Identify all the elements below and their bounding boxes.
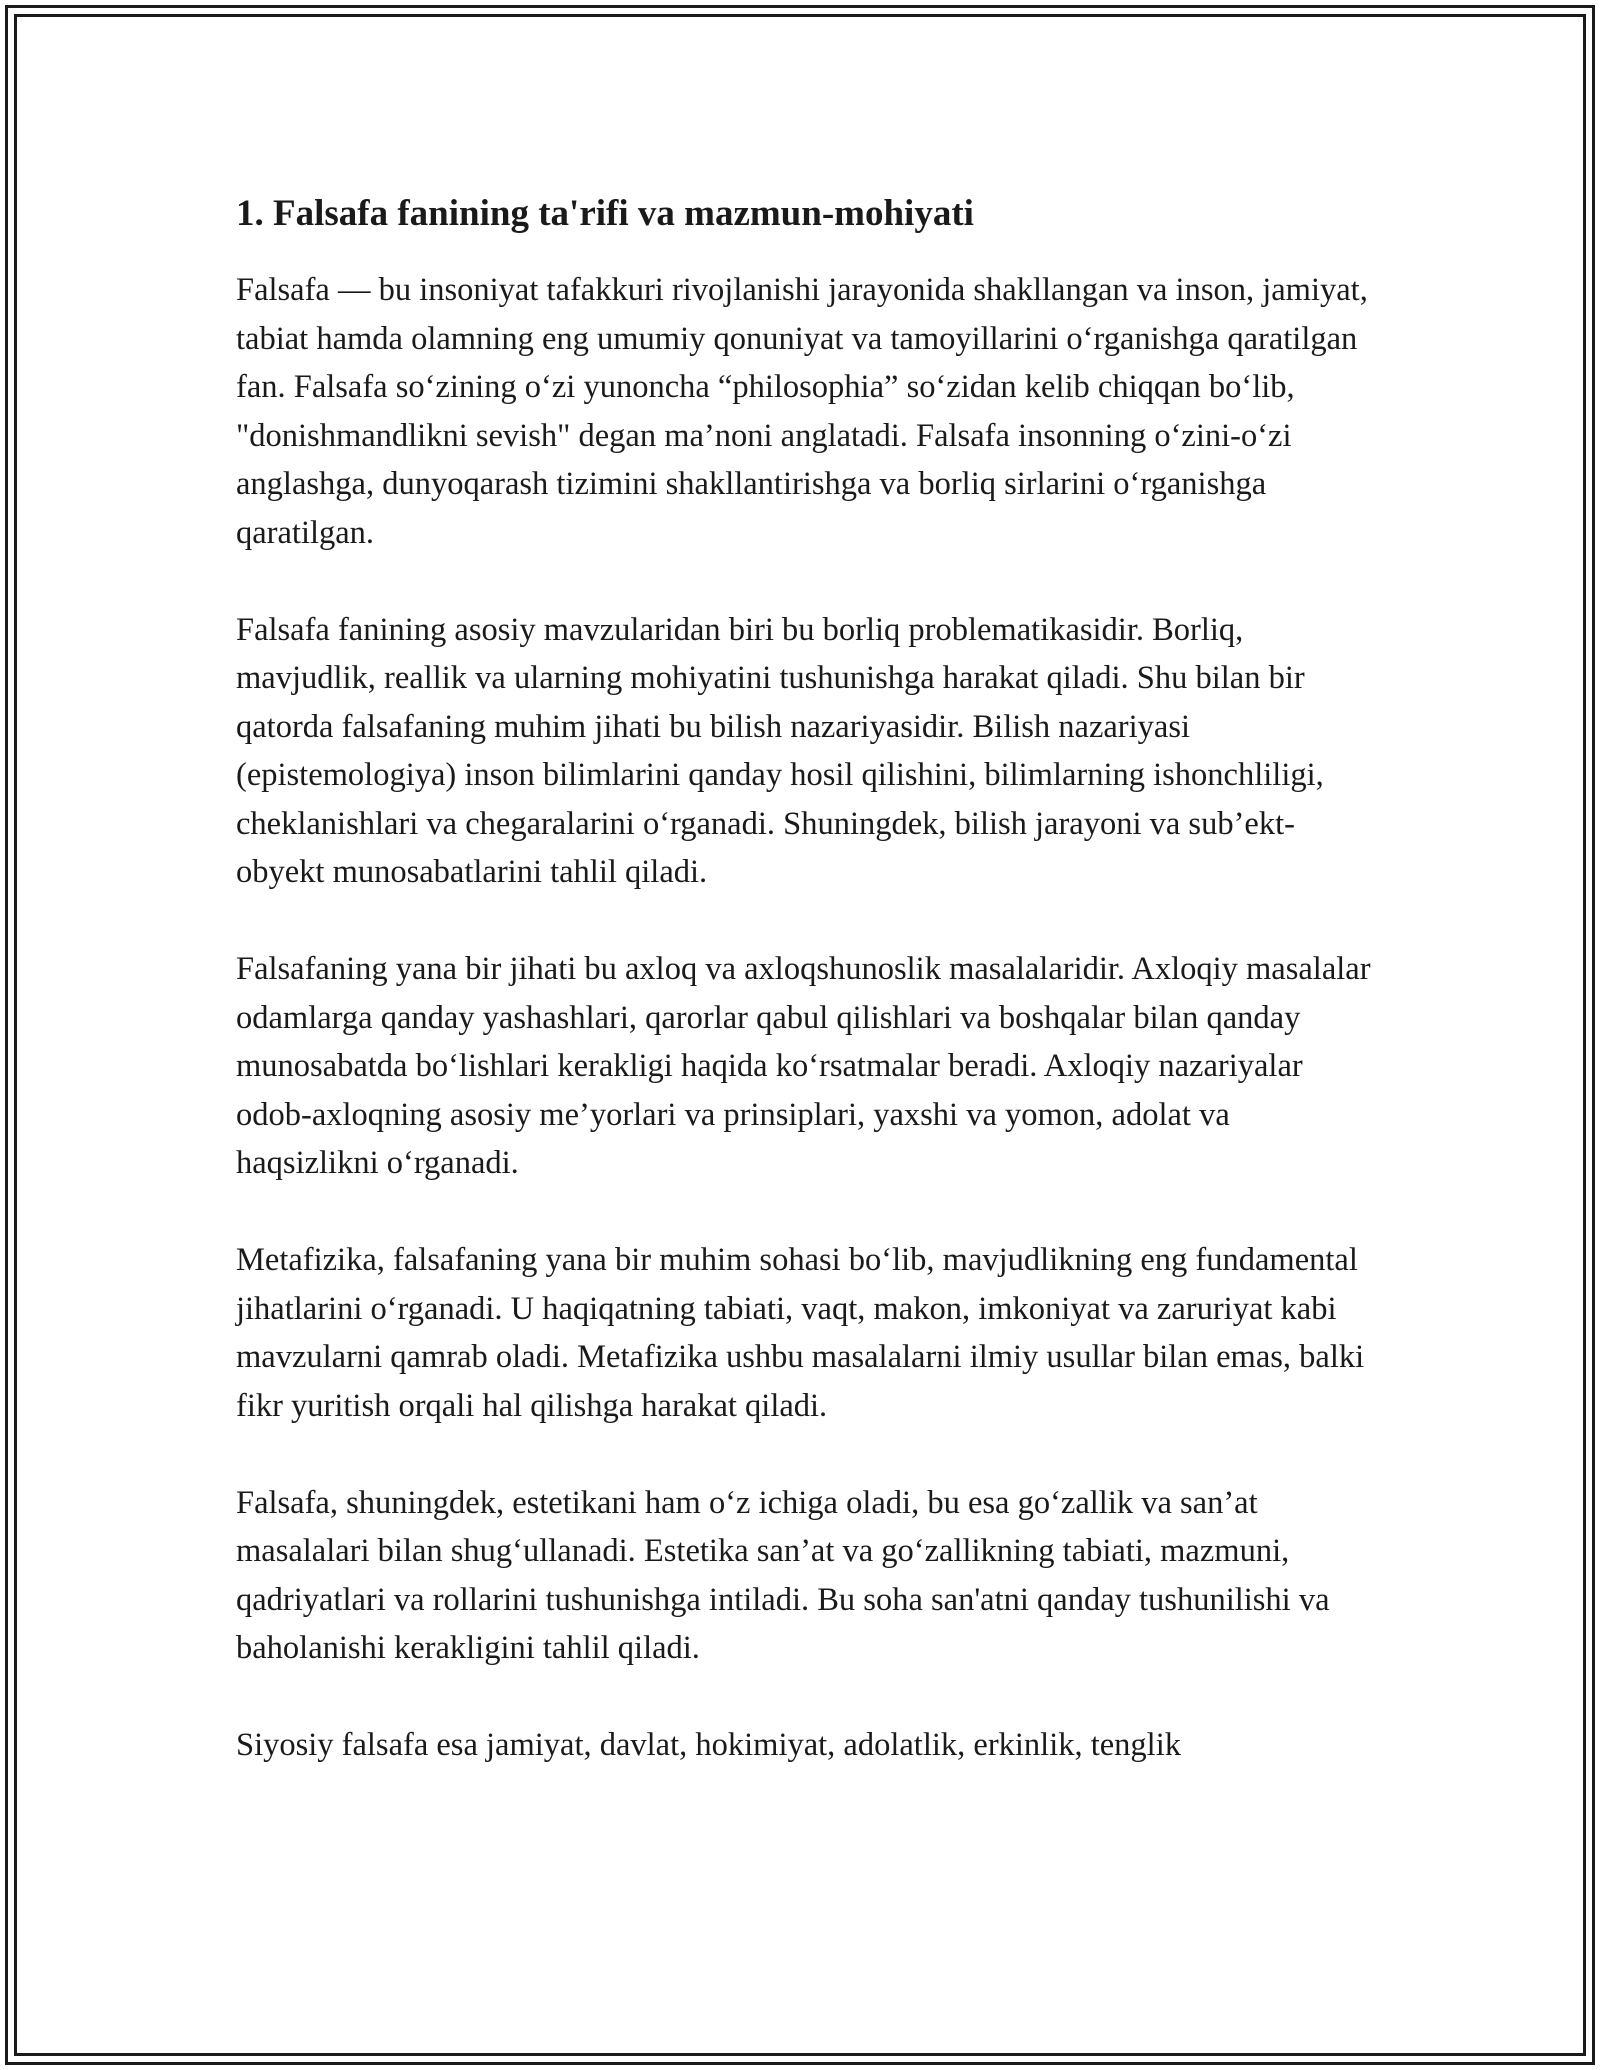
paragraph-political-philosophy: Siyosiy falsafa esa jamiyat, davlat, hokimiyat, adolatlik, erkinlik, tenglik <box>236 1727 1181 1763</box>
document-body <box>236 186 1376 1818</box>
paragraph-aesthetics: Falsafa, shuningdek, estetikani ham o‘z ichiga oladi, bu esa go‘zallik va san’at masalalari bilan shug‘ullanadi. Estetika san’at va go‘zallikning tabiati, mazmuni, qadriyatlari va rollarini tushunishga intiladi. Bu soha san'atni qanday tushunilishi va baholanishi kerakligini tahlil qiladi. <box>236 1484 1330 1666</box>
paragraph-definition: Falsafa — bu insoniyat tafakkuri rivojlanishi jarayonida shakllangan va inson, jamiyat, tabiat hamda olamning eng umumiy qonuniyat va tamoyillarini o‘rganishga qaratilgan fan. Falsafa so‘zining o‘zi yunoncha “philosophia” so‘zidan kelib chiqqan bo‘lib, "donishmandlikni sevish" degan ma’noni anglatadi. Falsafa insonning o‘zini-o‘zi anglashga, dunyoqarash tizimini shakllantirishga va borliq sirlarini o‘rganishga qaratilgan. <box>236 272 1368 551</box>
section-heading: 1. Falsafa fanining ta'rifi va mazmun-mohiyati <box>236 193 974 234</box>
paragraph-ethics: Falsafaning yana bir jihati bu axloq va axloqshunoslik masalalaridir. Axloqiy masalalar odamlarga qanday yashashlari, qarorlar qabul qilishlari va boshqalar bilan qanday munosabatda bo‘lishlari kerakligi haqida ko‘rsatmalar beradi. Axloqiy nazariyalar odob-axloqning asosiy me’yorlari va prinsiplari, yaxshi va yomon, adolat va haqsizlikni o‘rganadi. <box>236 951 1371 1181</box>
paragraph-ontology-epistemology: Falsafa fanining asosiy mavzularidan biri bu borliq problematikasidir. Borliq, mavjudlik, reallik va ularning mohiyatini tushunishga harakat qiladi. Shu bilan bir qatorda falsafaning muhim jihati bu bilish nazariyasidir. Bilish nazariyasi (epistemologiya) inson bilimlarini qanday hosil qilishini, bilimlarning ishonchliligi, cheklanishlari va chegaralarini o‘rganadi. Shuningdek, bilish jarayoni va sub’ekt-obyekt munosabatlarini tahlil qiladi. <box>236 611 1324 890</box>
paragraph-metaphysics: Metafizika, falsafaning yana bir muhim sohasi bo‘lib, mavjudlikning eng fundamental jihatlarini o‘rganadi. U haqiqatning tabiati, vaqt, makon, imkoniyat va zaruriyat kabi mavzularni qamrab oladi. Metafizika ushbu masalalarni ilmiy usullar bilan emas, balki fikr yuritish orqali hal qilishga harakat qiladi. <box>236 1242 1365 1424</box>
